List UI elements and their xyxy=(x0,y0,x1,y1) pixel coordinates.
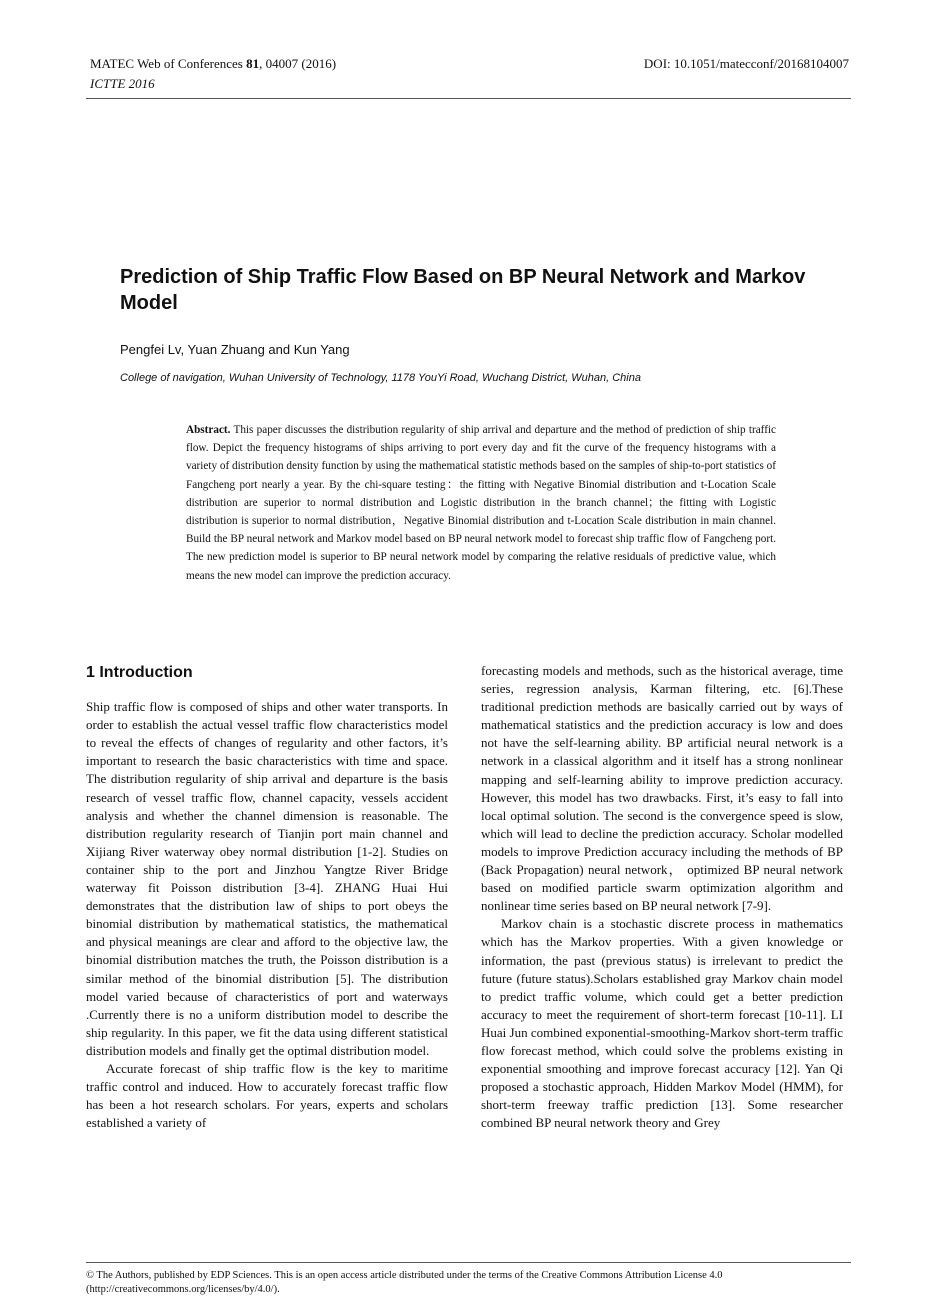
left-column xyxy=(86,662,448,1132)
article-number: , 04007 (2016) xyxy=(259,56,337,71)
intro-paragraph-3: forecasting models and methods, such as the historical average, time series, regression analysis, Karman filtering, etc. [6].These traditional prediction methods are basically carried out by ways of mathematical statistics and the prediction accuracy is low and does not have the self-learning ability. BP artificial neural network is a network in a classical algorithm and it itself has a strong nonlinear mapping and self-learning ability to improve prediction accuracy. However, this model has two drawbacks. First, it’s easy to fall into local optimal solution. The second is the convergence speed is slow, which will lead to decline the prediction accuracy. Scholar modelled models to improve Prediction accuracy including the methods of BP (Back Propagation) neural network， optimized BP neural network based on modified particle swarm optimization algorithm and nonlinear time series based on BP neural network [7-9]. xyxy=(481,663,843,914)
doi: DOI: 10.1051/matecconf/20168104007 xyxy=(643,56,849,71)
intro-paragraph-1: Ship traffic flow is composed of ships and other water transports. In order to establish the actual vessel traffic flow characteristics model to reveal the effects of changes of regularity and other factors, it’s important to research the basic characteristics with time and space. The distribution regularity of ship arrival and departure is the basis research of vessel traffic flow, channel capacity, vessels accident analysis and whether the channel dimension is reasonable. The distribution regularity research of Tianjin port main channel and Xijiang River waterway obey normal distribution [1-2]. Studies on container ship to the port and Jinzhou Yangtze River Bridge waterway fit Poisson distribution [3-4]. ZHANG Huai Hui demonstrates that the distribution law of ships to port obeys the binomial distribution by mathematical statistics, the mathematical and physical meanings are clear and afford to the objective law, the binomial distribution matches the truth, the Poisson distribution is a similar method of the binomial distribution [5]. The distribution model varied because of characteristics of port and waterways .Currently there is no a uniform distribution model to describe the ship regularity. In this paper, we fit the data using different statistical distribution models and finally get the optimal distribution model. xyxy=(86,699,448,1058)
conference-name: ICTTE 2016 xyxy=(90,76,155,91)
journal-volume: 81 xyxy=(246,56,260,71)
journal-name: MATEC Web of Conferences xyxy=(90,56,247,71)
authors: Pengfei Lv, Yuan Zhuang and Kun Yang xyxy=(120,342,350,357)
journal-citation xyxy=(90,56,336,72)
intro-paragraph-4: Markov chain is a stochastic discrete process in mathematics which has the Markov properties. With a given knowledge or information, the past (previous status) is irrelevant to predict the future (future status).Scholars established gray Markov chain model to predict traffic volume, which could get a better prediction accuracy to meet the requirement of short-term forecast [10-11]. LI Huai Jun combined exponential-smoothing-Markov short-term traffic flow forecast method, which could solve the problems existing in exponential smoothing and improve forecast accuracy [12]. Yan Qi proposed a stochastic approach, Hidden Markov Model (HMM), for short-term freeway traffic prediction [13]. Some researcher combined BP neural network theory and Grey xyxy=(481,916,843,1131)
right-column xyxy=(481,662,843,1132)
abstract-label: Abstract. xyxy=(186,424,231,436)
affiliation: College of navigation, Wuhan University of Technology, 1178 YouYi Road, Wuchang District, Wuhan, China xyxy=(120,372,641,384)
intro-paragraph-2: Accurate forecast of ship traffic flow is the key to maritime traffic control and induced. How to accurately forecast traffic flow has been a hot research scholars. For years, experts and scholars established a variety of xyxy=(86,1060,448,1131)
abstract xyxy=(186,421,776,585)
abstract-text: This paper discusses the distribution regularity of ship arrival and departure and the method of prediction of ship traffic flow. Depict the frequency histograms of ships arriving to port every day and fit the curve of the frequency histograms with a variety of distribution density function by using the mathematical statistic methods based on the samples of ship-to-port statistics of Fangcheng port nearly a year. By the chi-square testing：the fitting with Negative Binomial distribution and t-Location Scale distribution are superior to normal distribution and Logistic distribution in the branch channel；the fitting with Logistic distribution is superior to normal distribution，Negative Binomial distribution and t-Location Scale distribution in main channel. Build the BP neural network and Markov model based on BP neural network model to forecast ship traffic flow of Fangcheng port. The new prediction model is superior to BP neural network model by comparing the relative residuals of predictive value, which means the new model can improve the prediction accuracy. xyxy=(186,424,776,582)
license-footer: © The Authors, published by EDP Sciences. This is an open access article distributed under the terms of the Creative Commons Attribution License 4.0 (http://creativecommons.org/licenses/by/4.0/). xyxy=(86,1262,851,1297)
paper-title: Prediction of Ship Traffic Flow Based on BP Neural Network and Markov Model xyxy=(120,266,806,314)
section-heading: 1 Introduction xyxy=(86,664,193,681)
running-head xyxy=(86,56,851,99)
